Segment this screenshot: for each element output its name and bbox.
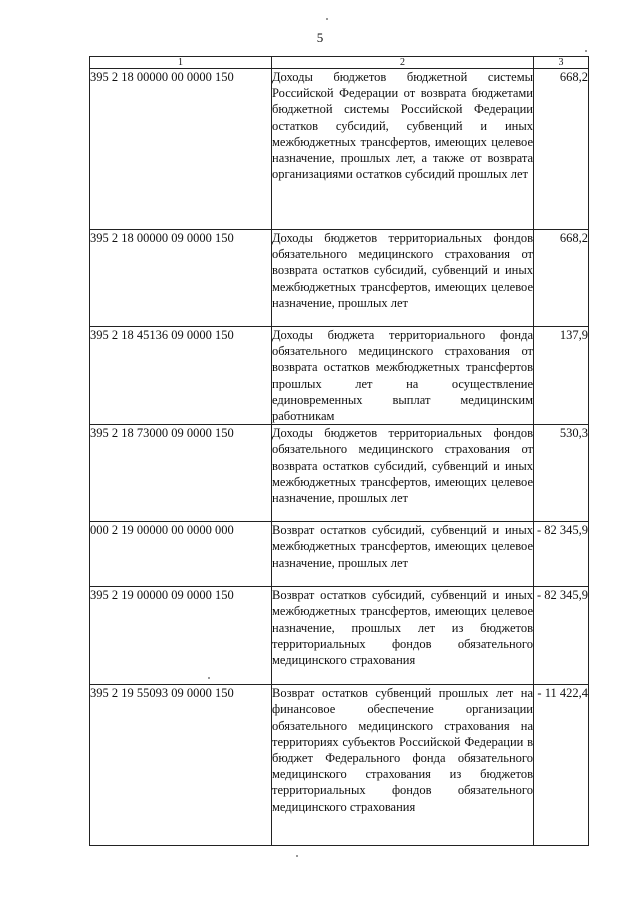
- table-row: [90, 587, 589, 685]
- budget-code: 395 2 19 55093 09 0000 150: [90, 685, 272, 846]
- income-description: Доходы бюджетов территориальных фондов обязательного медицинского страхования от возврата остатков субсидий, субвенций и иных межбюджетных трансфертов, имеющих целевое назначение, прошлых лет: [272, 425, 534, 522]
- page-number: 5: [316, 30, 324, 45]
- amount-value: - 82 345,9: [534, 587, 589, 685]
- column-header-amount: 3: [534, 57, 589, 69]
- table-row: [90, 522, 589, 587]
- amount-value: 137,9: [534, 327, 589, 425]
- budget-code: 000 2 19 00000 00 0000 000: [90, 522, 272, 587]
- amount-value: 530,3: [534, 425, 589, 522]
- budget-code: 395 2 18 73000 09 0000 150: [90, 425, 272, 522]
- column-header-code: 1: [90, 57, 272, 69]
- income-description: Доходы бюджета территориального фонда обязательного медицинского страхования от возврата остатков межбюджетных трансфертов прошлых лет на осуществление единовременных выплат медицинским работникам: [272, 328, 533, 424]
- income-description: Возврат остатков субсидий, субвенций и иных межбюджетных трансфертов, имеющих целевое назначение, прошлых лет: [272, 522, 534, 587]
- income-description: Доходы бюджетов бюджетной системы Российской Федерации от возврата бюджетами бюджетной системы Российской Федерации остатков субсидий, субвенций и иных межбюджетных трансфертов, имеющих целевое назначение, прошлых лет, а также от возврата организациями остатков субсидий прошлых лет: [272, 69, 534, 230]
- table-row: [90, 425, 589, 522]
- amount-value: 668,2: [534, 69, 589, 230]
- income-description: Возврат остатков субвенций прошлых лет на финансовое обеспечение организации обязательного медицинского страхования на территориях субъектов Российской Федерации в бюджет Федерального фонда обязательного медицинского страхования из бюджетов территориальных фондов обязательного медицинского страхования: [272, 685, 534, 846]
- income-description: Доходы бюджетов территориальных фондов обязательного медицинского страхования от возврата остатков субсидий, субвенций и иных межбюджетных трансфертов, имеющих целевое назначение, прошлых лет: [272, 230, 534, 327]
- budget-revenue-table: [89, 56, 589, 846]
- table-row: [90, 685, 589, 846]
- budget-code: 395 2 18 00000 00 0000 150: [90, 69, 272, 230]
- table-row: [90, 327, 589, 425]
- income-description: Возврат остатков субсидий, субвенций и иных межбюджетных трансфертов, имеющих целевое назначение, прошлых лет из бюджетов территориальных фондов обязательного медицинского страхования: [272, 587, 534, 685]
- table-row: [90, 230, 589, 327]
- table-header-row: [90, 57, 589, 69]
- scan-speck: [208, 677, 210, 679]
- table-row: [90, 69, 589, 230]
- scan-speck: [585, 50, 587, 52]
- amount-value: - 11 422,4: [534, 685, 589, 846]
- scan-speck: [326, 18, 328, 20]
- column-header-description: 2: [272, 57, 534, 69]
- amount-value: - 82 345,9: [534, 522, 589, 587]
- budget-code: 395 2 18 45136 09 0000 150: [90, 327, 272, 425]
- budget-code: 395 2 19 00000 09 0000 150: [90, 587, 272, 685]
- scan-speck: [296, 855, 298, 857]
- amount-value: 668,2: [534, 230, 589, 327]
- budget-code: 395 2 18 00000 09 0000 150: [90, 230, 272, 327]
